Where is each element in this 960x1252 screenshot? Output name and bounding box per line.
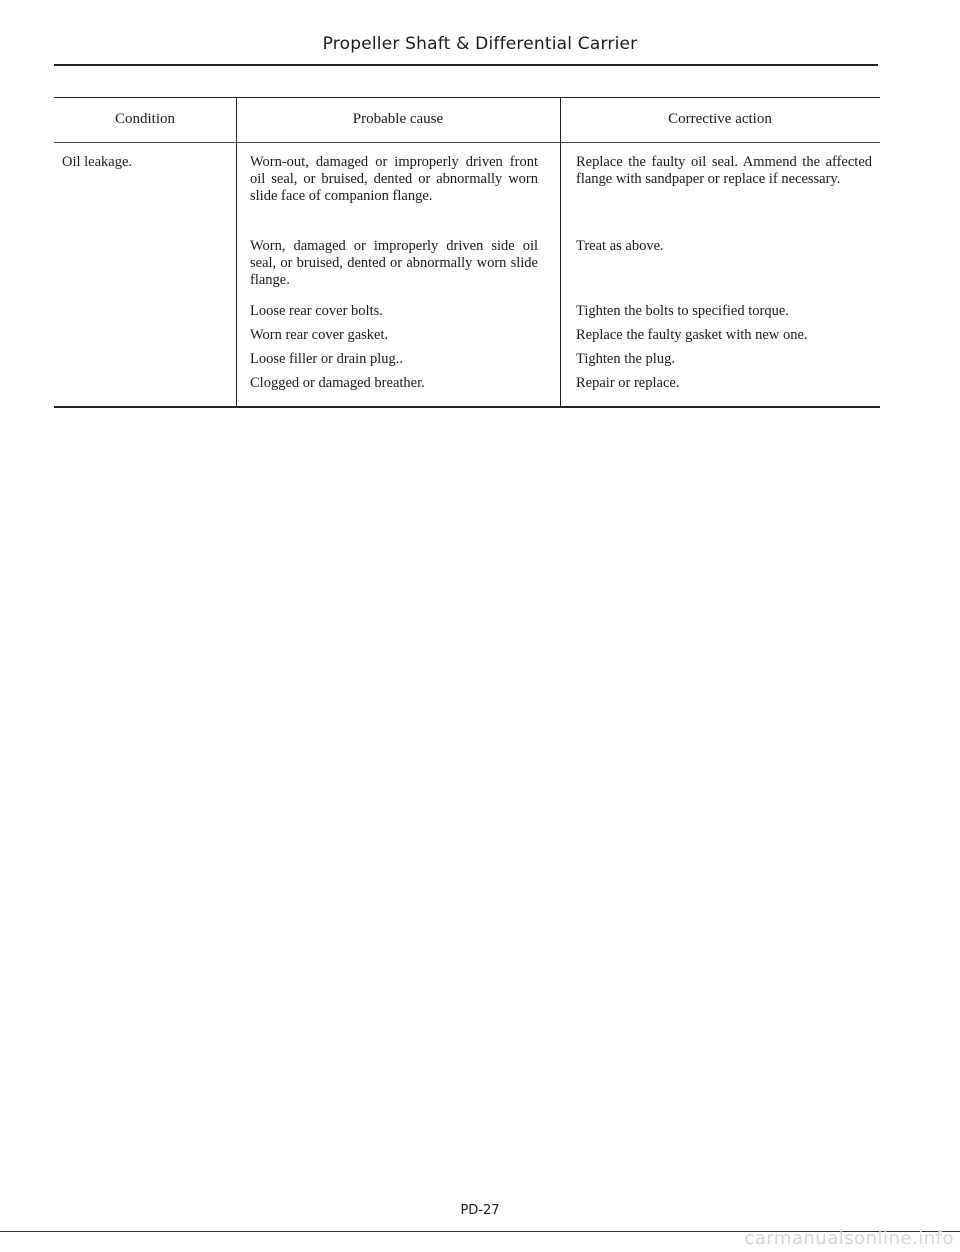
page-number: PD-27 — [460, 1203, 500, 1218]
column-header-corrective-action: Corrective action — [668, 111, 772, 127]
cause-cell-3: Loose rear cover bolts. — [250, 303, 383, 319]
table-header-rule — [54, 142, 880, 143]
table-top-rule — [54, 97, 880, 98]
cause-cell-2: Worn, damaged or improperly driven side oil seal, or bruised, dented or abnormally worn slide flange. — [250, 238, 538, 288]
column-divider-1 — [236, 97, 237, 408]
cause-cell-6: Clogged or damaged breather. — [250, 375, 425, 391]
cause-cell-5: Loose filler or drain plug.. — [250, 351, 404, 367]
action-cell-3: Tighten the bolts to specified torque. — [576, 303, 789, 319]
action-cell-2: Treat as above. — [576, 238, 664, 254]
column-divider-2 — [560, 97, 561, 408]
action-cell-1: Replace the faulty oil seal. Ammend the affected flange with sandpaper or replace if necessary. — [576, 154, 872, 187]
action-cell-5: Tighten the plug. — [576, 351, 675, 367]
page-title: Propeller Shaft & Differential Carrier — [322, 34, 638, 54]
action-cell-6: Repair or replace. — [576, 375, 680, 391]
column-header-condition: Condition — [114, 111, 175, 127]
column-header-probable-cause: Probable cause — [352, 111, 444, 127]
cause-cell-4: Worn rear cover gasket. — [250, 327, 389, 343]
action-cell-4: Replace the faulty gasket with new one. — [576, 327, 808, 343]
table-bottom-rule — [54, 406, 880, 408]
header-rule — [54, 64, 878, 66]
watermark: carmanualsonline.info — [744, 1228, 954, 1249]
condition-cell: Oil leakage. — [62, 154, 133, 170]
cause-cell-1: Worn-out, damaged or improperly driven front oil seal, or bruised, dented or abnormally worn slide face of companion flange. — [250, 154, 538, 204]
